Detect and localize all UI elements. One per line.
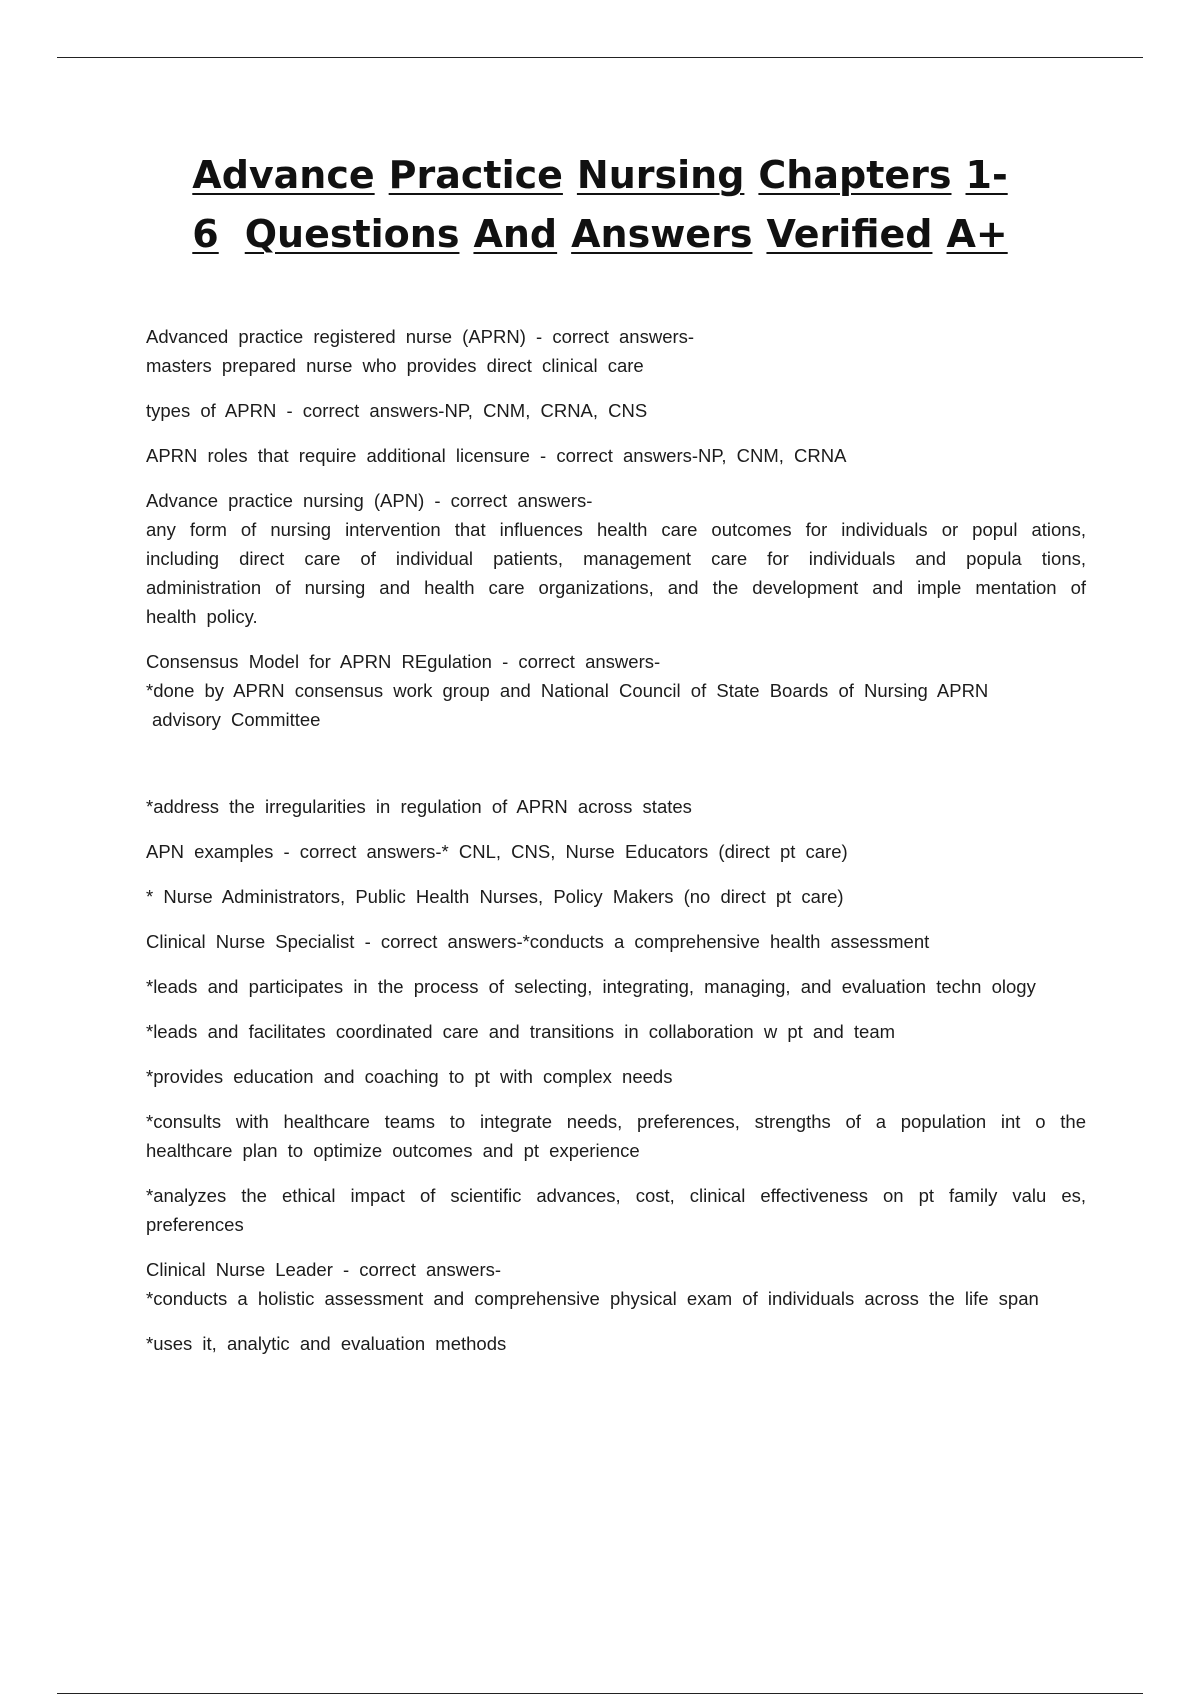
text-line: APN examples - correct answers-* CNL, CNS, Nurse Educators (direct pt care) [146, 841, 848, 862]
text-line: APRN roles that require additional licensure - correct answers-NP, CNM, CRNA [146, 445, 847, 466]
text-line: * Nurse Administrators, Public Health Nurses, Policy Makers (no direct pt care) [146, 886, 844, 907]
paragraph-cns-coordinated-care [146, 1017, 1086, 1046]
paragraph-aprn-definition [146, 322, 1086, 380]
title-word: Advance [192, 153, 375, 197]
paragraph-consensus-model [146, 647, 1086, 734]
title-line-2 [150, 205, 1050, 264]
paragraph-apn-examples-indirect [146, 882, 1086, 911]
top-rule [57, 57, 1143, 58]
title-word: Nursing [576, 153, 745, 197]
title-word: Verified [766, 212, 933, 256]
text-line: *leads and participates in the process of selecting, integrating, managing, and evaluation techn ology [146, 976, 1036, 997]
title-word: Questions [244, 212, 460, 256]
text-line: *consults with healthcare teams to integrate needs, preferences, strengths of a population int o the healthcare plan to optimize outcomes and pt experience [146, 1111, 1086, 1161]
text-line: Clinical Nurse Leader - correct answers- [146, 1259, 502, 1280]
paragraph-cnl-methods [146, 1329, 1086, 1358]
text-line: *address the irregularities in regulation of APRN across states [146, 796, 692, 817]
text-line: masters prepared nurse who provides direct clinical care [146, 355, 644, 376]
text-line: Consensus Model for APRN REgulation - correct answers- [146, 651, 661, 672]
title-word: A+ [946, 212, 1008, 256]
document-body [146, 322, 1086, 1374]
paragraph-apn-definition [146, 486, 1086, 631]
text-line: any form of nursing intervention that influences health care outcomes for individuals or popul ations, including direct care of individual patients, management care for individuals and popula tions, administration of nursing and health care organizations, and the development and imple mentation of health policy. [146, 519, 1086, 627]
text-line: *uses it, analytic and evaluation methods [146, 1333, 507, 1354]
bottom-rule [57, 1693, 1143, 1694]
document-title [150, 146, 1050, 264]
text-line: Advanced practice registered nurse (APRN) - correct answers- [146, 326, 695, 347]
title-word: Practice [388, 153, 563, 197]
paragraph-cns-technology [146, 972, 1086, 1001]
title-word: Answers [571, 212, 753, 256]
text-line: *provides education and coaching to pt with complex needs [146, 1066, 673, 1087]
text-line: *conducts a holistic assessment and comprehensive physical exam of individuals across the life span [146, 1288, 1039, 1309]
paragraph-cnl [146, 1255, 1086, 1313]
text-line: Clinical Nurse Specialist - correct answers-*conducts a comprehensive health assessment [146, 931, 930, 952]
paragraph-apn-examples [146, 837, 1086, 866]
paragraph-cns [146, 927, 1086, 956]
title-word: Chapters [758, 153, 952, 197]
title-word: And [473, 212, 558, 256]
paragraph-aprn-types [146, 396, 1086, 425]
paragraph-aprn-licensure [146, 441, 1086, 470]
text-line: *leads and facilitates coordinated care and transitions in collaboration w pt and team [146, 1021, 896, 1042]
title-word: 6 [192, 212, 219, 256]
paragraph-cns-consults [146, 1107, 1086, 1165]
text-line: Advance practice nursing (APN) - correct answers- [146, 490, 593, 511]
paragraph-cns-ethics [146, 1181, 1086, 1239]
title-word: 1- [965, 153, 1008, 197]
text-line: advisory Committee [152, 709, 321, 730]
title-line-1 [150, 146, 1050, 205]
paragraph-irregularities [146, 792, 1086, 821]
text-line: types of APRN - correct answers-NP, CNM, CRNA, CNS [146, 400, 648, 421]
text-line: *analyzes the ethical impact of scientific advances, cost, clinical effectiveness on pt family valu es, preferences [146, 1185, 1086, 1235]
text-line: *done by APRN consensus work group and National Council of State Boards of Nursing APRN [146, 680, 989, 701]
paragraph-cns-education [146, 1062, 1086, 1091]
